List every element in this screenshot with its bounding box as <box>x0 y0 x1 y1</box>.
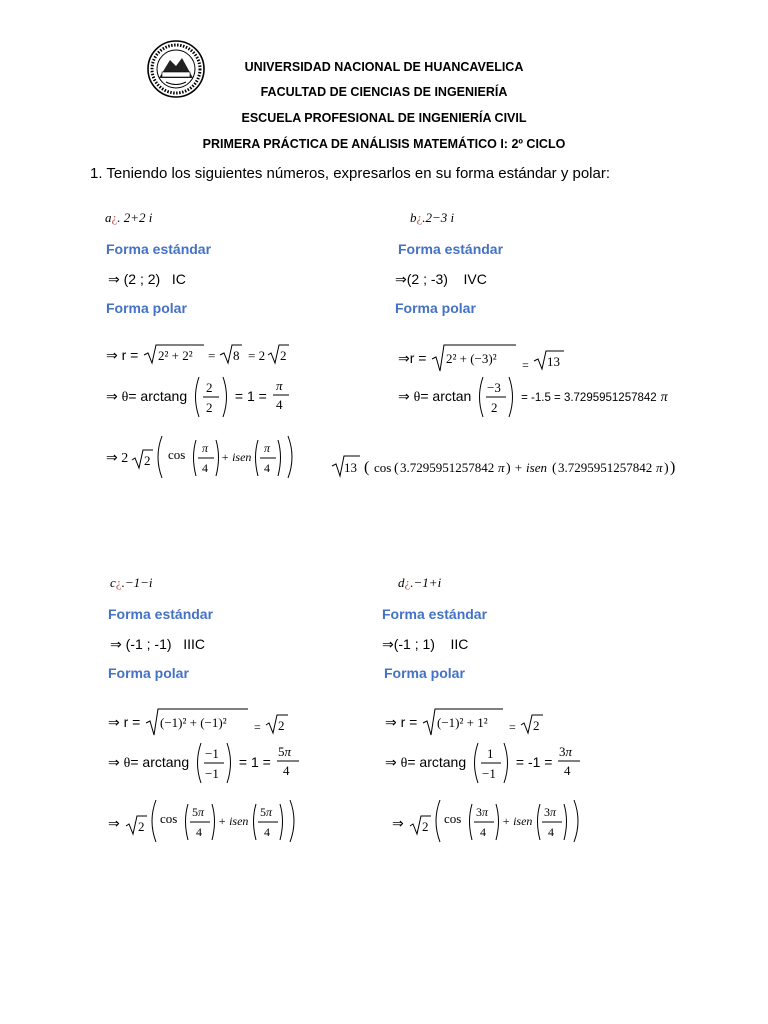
svg-text:2: 2 <box>206 400 213 415</box>
problem-d-argument: ⇒ θ= arctang 1 −1 = -1 = 3π 4 <box>385 741 584 785</box>
svg-text:13: 13 <box>547 354 561 369</box>
svg-text:−1: −1 <box>205 746 219 761</box>
svg-text:2: 2 <box>144 453 151 468</box>
svg-text:2² + 2²: 2² + 2² <box>158 348 193 363</box>
svg-text:=: = <box>522 358 530 372</box>
problem-a-modulus: ⇒ r = 2² + 2² = 8 = 2 2 <box>106 343 292 365</box>
problem-a-arg-fraction <box>191 375 231 419</box>
problem-d-arg-fraction <box>470 741 512 785</box>
svg-text:): ) <box>670 459 676 476</box>
problem-c-arg-value <box>275 741 303 781</box>
problem-d-polar-form <box>392 796 602 846</box>
problem-b-arg-fraction <box>475 375 517 419</box>
problem-c-arg-fraction <box>193 741 235 785</box>
problem-c-modulus: ⇒ r = (−1)² + (−1)² = 2 <box>108 707 294 737</box>
svg-text:8: 8 <box>233 348 240 363</box>
svg-text:2: 2 <box>491 400 498 415</box>
problem-c-standard-heading: Forma estándar <box>108 606 214 622</box>
svg-text:cos: cos <box>374 460 392 475</box>
svg-text:(: ( <box>394 461 399 476</box>
svg-text:5π: 5π <box>192 805 205 819</box>
svg-text:−3: −3 <box>487 380 502 395</box>
problem-b-modulus-math <box>430 343 580 373</box>
svg-text:4: 4 <box>275 397 283 412</box>
problem-a-standard-heading: Forma estándar <box>106 241 212 257</box>
problem-c-modulus-math <box>144 707 294 737</box>
svg-text:3.7295951257842: 3.7295951257842 <box>558 460 653 475</box>
problem-a-standard-form: ⇒ (2 ; 2) IC <box>108 271 186 287</box>
problem-b-standard-heading: Forma estándar <box>398 241 504 257</box>
svg-text:4: 4 <box>264 825 270 839</box>
problem-c-polar-form <box>108 796 318 846</box>
problem-b-polar-heading: Forma polar <box>395 300 476 316</box>
svg-text:4: 4 <box>282 763 290 778</box>
svg-text:2: 2 <box>138 819 145 834</box>
svg-text:cos: cos <box>444 811 462 826</box>
svg-text:= 2: = 2 <box>248 348 266 363</box>
faculty-name: FACULTAD DE CIENCIAS DE INGENIERÍA <box>260 85 508 99</box>
svg-text:π: π <box>275 378 283 393</box>
svg-text:2² + (−3)²: 2² + (−3)² <box>446 351 497 366</box>
svg-text:3π: 3π <box>559 744 573 759</box>
problem-c-argument: ⇒ θ= arctang −1 −1 = 1 = 5π 4 <box>108 741 303 785</box>
svg-text:2: 2 <box>422 819 429 834</box>
question-text: 1. Teniendo los siguientes números, expresarlos en su forma estándar y polar: <box>90 165 611 182</box>
problem-a-polar-heading: Forma polar <box>106 300 187 316</box>
problem-d-modulus-math <box>421 707 561 737</box>
svg-text:4: 4 <box>564 763 571 778</box>
school-name: ESCUELA PROFESIONAL DE INGENIERÍA CIVIL <box>241 111 527 125</box>
svg-text:4: 4 <box>480 825 486 839</box>
svg-text:4: 4 <box>196 825 202 839</box>
svg-text:π: π <box>498 460 505 475</box>
svg-text:1: 1 <box>487 746 494 761</box>
problem-b-modulus: ⇒r = 2² + (−3)² = 13 <box>398 343 580 373</box>
problem-d-polar-heading: Forma polar <box>384 665 465 681</box>
university-name: UNIVERSIDAD NACIONAL DE HUANCAVELICA <box>244 60 524 74</box>
problem-d-label: d¿.−1+i <box>398 575 442 590</box>
svg-text:3π: 3π <box>476 805 489 819</box>
svg-text:4: 4 <box>202 461 208 475</box>
svg-text:+ isen: + isen <box>221 450 252 464</box>
svg-text:(: ( <box>552 461 557 476</box>
svg-text:(−1)² + 1²: (−1)² + 1² <box>437 715 488 730</box>
svg-text:−1: −1 <box>482 766 496 781</box>
svg-text:−1: −1 <box>205 766 219 781</box>
svg-text:): ) <box>506 461 511 476</box>
problem-d-modulus: ⇒ r = (−1)² + 1² = 2 <box>385 707 561 737</box>
svg-text:=: = <box>208 348 216 363</box>
svg-text:): ) <box>664 461 669 476</box>
svg-text:2: 2 <box>280 348 287 363</box>
svg-text:⇒: ⇒ <box>108 817 120 832</box>
svg-text:2: 2 <box>206 380 213 395</box>
problem-a-modulus-math <box>142 343 292 365</box>
svg-text:2: 2 <box>278 718 285 733</box>
svg-text:π: π <box>264 441 271 455</box>
svg-text:4: 4 <box>548 825 554 839</box>
svg-text:3.7295951257842: 3.7295951257842 <box>400 460 495 475</box>
svg-text:(−1)² + (−1)²: (−1)² + (−1)² <box>160 715 227 730</box>
problem-c-label: c¿.−1−i <box>110 575 153 590</box>
problem-c-polar-heading: Forma polar <box>108 665 189 681</box>
problem-a-label: a¿. 2+2 i <box>105 210 153 225</box>
svg-text:+ isen: + isen <box>218 814 249 828</box>
svg-text:5π: 5π <box>260 805 273 819</box>
svg-text:4: 4 <box>264 461 270 475</box>
exam-title: PRIMERA PRÁCTICA DE ANÁLISIS MATEMÁTICO I: 2º CICLO <box>202 137 566 151</box>
svg-text:cos: cos <box>160 811 178 826</box>
problem-b-label: b¿.2−3 i <box>410 210 455 225</box>
problem-b-polar-form <box>330 450 708 480</box>
svg-text:+ isen: + isen <box>502 814 533 828</box>
problem-c-standard-form: ⇒ (-1 ; -1) IIIC <box>110 636 205 652</box>
problem-a-argument: ⇒ θ= arctang 2 2 = 1 = π 4 <box>106 375 293 419</box>
svg-text:(: ( <box>364 459 370 476</box>
svg-text:cos: cos <box>168 447 186 462</box>
problem-d-standard-form: ⇒(-1 ; 1) IIC <box>382 636 469 652</box>
svg-text:3π: 3π <box>544 805 557 819</box>
svg-text:+ isen: + isen <box>514 460 547 475</box>
problem-b-standard-form: ⇒(2 ; -3) IVC <box>395 271 487 287</box>
problem-a-polar-form <box>106 432 306 482</box>
svg-text:⇒ 2: ⇒ 2 <box>106 451 129 466</box>
svg-text:=: = <box>254 720 262 734</box>
svg-text:π: π <box>202 441 209 455</box>
problem-a-arg-value <box>271 375 293 415</box>
svg-text:π: π <box>656 460 663 475</box>
svg-text:2: 2 <box>533 718 540 733</box>
svg-text:13: 13 <box>344 460 357 475</box>
svg-text:⇒: ⇒ <box>392 817 404 832</box>
problem-d-arg-value <box>556 741 584 781</box>
problem-d-standard-heading: Forma estándar <box>382 606 488 622</box>
svg-text:5π: 5π <box>277 744 291 759</box>
problem-b-argument: ⇒ θ= arctan −3 2 = -1.5 = 3.7295951257842 π <box>398 375 668 419</box>
svg-text:=: = <box>509 720 517 734</box>
